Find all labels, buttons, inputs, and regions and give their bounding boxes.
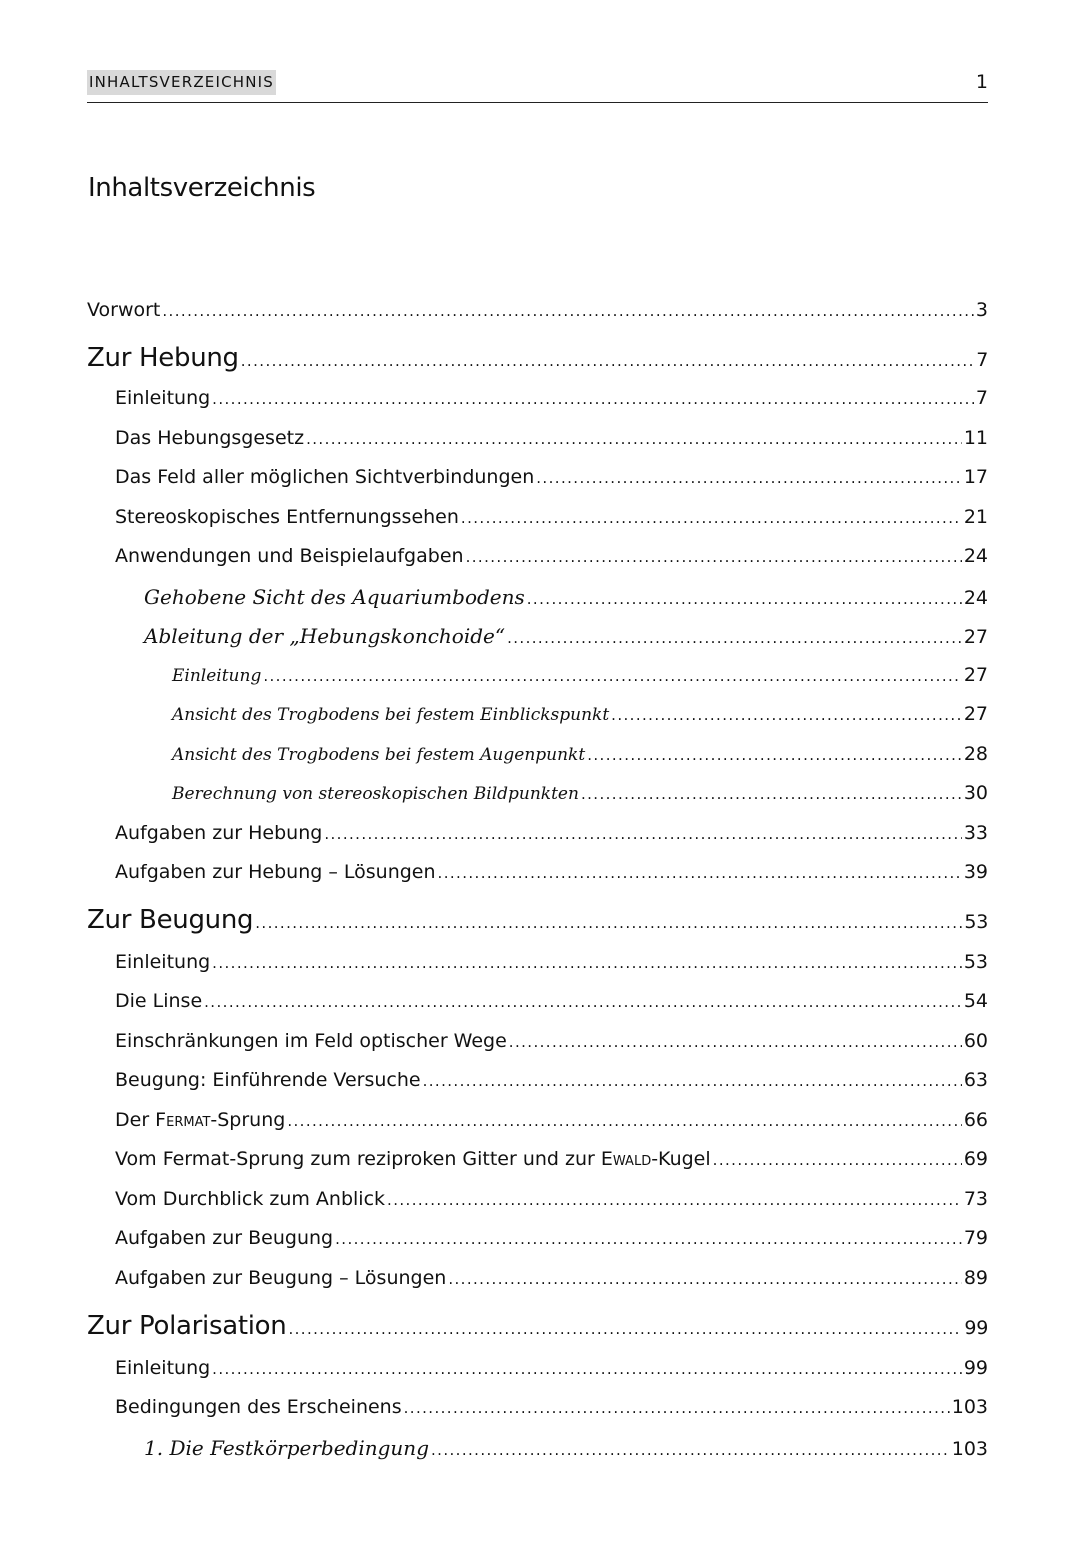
- toc-entry-title: Ansicht des Trogbodens bei festem Augenpunkt: [172, 745, 586, 765]
- toc-leader-dots: [466, 548, 962, 566]
- toc-entry[interactable]: [87, 506, 988, 528]
- toc-leader-dots: [448, 1270, 961, 1288]
- toc-leader-dots: [438, 864, 962, 882]
- toc-entry-title: Vorwort: [87, 299, 161, 321]
- toc-entry-page: 33: [963, 822, 988, 844]
- toc-leader-dots: [509, 1033, 962, 1051]
- toc-entry-title: Einleitung: [115, 387, 211, 409]
- toc-entry-title: Das Hebungsgesetz: [115, 427, 305, 449]
- toc-leader-dots: [611, 706, 962, 724]
- toc-entry-page: 89: [963, 1267, 988, 1289]
- toc-entry-page: 60: [963, 1030, 988, 1052]
- toc-entry[interactable]: [87, 782, 988, 804]
- toc-entry[interactable]: [87, 1069, 988, 1091]
- toc-leader-dots: [581, 785, 962, 803]
- toc-leader-dots: [536, 469, 962, 487]
- toc-entry-title: Aufgaben zur Beugung – Lösungen: [115, 1267, 447, 1289]
- toc-entry-title: Vom Fermat-Sprung zum reziproken Gitter und zur Ewald-Kugel: [115, 1148, 711, 1170]
- toc-leader-dots: [287, 1112, 961, 1130]
- toc-entry[interactable]: [87, 545, 988, 567]
- toc-entry-title: Einschränkungen im Feld optischer Wege: [115, 1030, 507, 1052]
- toc-entry[interactable]: [87, 387, 988, 409]
- toc-entry[interactable]: [87, 1267, 988, 1289]
- toc-entry[interactable]: [87, 905, 988, 935]
- toc-entry-title: Der Fermat-Sprung: [115, 1109, 286, 1131]
- toc-entry-title: Bedingungen des Erscheinens: [115, 1396, 402, 1418]
- toc-entry-page: 39: [963, 861, 988, 883]
- toc-entry[interactable]: [87, 951, 988, 973]
- toc-leader-dots: [587, 746, 962, 764]
- toc-entry[interactable]: [87, 1436, 988, 1460]
- toc-entry[interactable]: [87, 990, 988, 1012]
- toc-entry-page: 17: [963, 466, 988, 488]
- toc-leader-dots: [335, 1230, 962, 1248]
- toc-entry-title: Aufgaben zur Hebung – Lösungen: [115, 861, 436, 883]
- header-section-label: INHALTSVERZEICHNIS: [87, 70, 276, 95]
- toc-entry-page: 103: [951, 1438, 988, 1460]
- toc-entry-page: 99: [963, 1357, 988, 1379]
- toc-entry-title: Einleitung: [115, 1357, 211, 1379]
- toc-entry-title: Beugung: Einführende Versuche: [115, 1069, 421, 1091]
- toc-leader-dots: [241, 352, 974, 370]
- toc-entry-page: 30: [963, 782, 988, 804]
- toc-entry[interactable]: [87, 1148, 988, 1170]
- toc-leader-dots: [461, 509, 962, 527]
- toc-entry-page: 3: [975, 299, 988, 321]
- toc-entry[interactable]: [87, 427, 988, 449]
- toc-entry-page: 24: [963, 587, 988, 609]
- toc-leader-dots: [162, 302, 974, 320]
- toc-entry[interactable]: [87, 743, 988, 765]
- toc-leader-dots: [527, 590, 962, 608]
- toc-entry-title: Berechnung von stereoskopischen Bildpunkten: [172, 784, 579, 804]
- toc-entry[interactable]: [87, 1109, 988, 1131]
- header-page-number: 1: [975, 71, 988, 93]
- toc-leader-dots: [507, 629, 962, 647]
- toc-entry-page: 21: [963, 506, 988, 528]
- toc-leader-dots: [713, 1151, 962, 1169]
- toc-entry-page: 103: [951, 1396, 988, 1418]
- toc-entry[interactable]: [87, 861, 988, 883]
- toc-entry-page: 66: [963, 1109, 988, 1131]
- toc-entry[interactable]: [87, 299, 988, 321]
- toc-entry-page: 24: [963, 545, 988, 567]
- toc-entry-title: Ansicht des Trogbodens bei festem Einblickspunkt: [172, 705, 610, 725]
- toc-leader-dots: [387, 1191, 962, 1209]
- page-title: Inhaltsverzeichnis: [88, 173, 316, 203]
- toc-entry-page: 53: [963, 951, 988, 973]
- toc-entry[interactable]: [87, 624, 988, 648]
- toc-leader-dots: [431, 1441, 950, 1459]
- toc-leader-dots: [212, 1360, 962, 1378]
- toc-leader-dots: [255, 914, 962, 932]
- running-header: [87, 68, 988, 103]
- toc-leader-dots: [423, 1072, 962, 1090]
- toc-entry[interactable]: [87, 466, 988, 488]
- toc-entry-title: Einleitung: [172, 666, 262, 686]
- toc-entry[interactable]: [87, 1030, 988, 1052]
- toc-entry-title: Aufgaben zur Beugung: [115, 1227, 334, 1249]
- toc-entry-title: Einleitung: [115, 951, 211, 973]
- toc-leader-dots: [306, 430, 962, 448]
- toc-entry-page: 73: [963, 1188, 988, 1210]
- toc-entry-title: 1. Die Festkörperbedingung: [144, 1436, 429, 1460]
- toc-entry-page: 53: [964, 911, 988, 933]
- toc-entry-title: Gehobene Sicht des Aquariumbodens: [144, 585, 525, 609]
- toc-entry-title: Zur Polarisation: [87, 1311, 287, 1341]
- toc-entry[interactable]: [87, 585, 988, 609]
- toc-entry-page: 99: [964, 1317, 988, 1339]
- toc-entry[interactable]: [87, 1396, 988, 1418]
- toc-entry-title: Vom Durchblick zum Anblick: [115, 1188, 386, 1210]
- toc-entry-page: 27: [963, 703, 988, 725]
- toc-entry[interactable]: [87, 343, 988, 373]
- toc-entry-page: 27: [963, 664, 988, 686]
- toc-entry-page: 27: [963, 626, 988, 648]
- toc-entry[interactable]: [87, 822, 988, 844]
- toc-entry-page: 69: [963, 1148, 988, 1170]
- toc-entry[interactable]: [87, 664, 988, 686]
- toc-entry-title: Stereoskopisches Entfernungssehen: [115, 506, 459, 528]
- toc-entry[interactable]: [87, 703, 988, 725]
- toc-entry-title: Die Linse: [115, 990, 203, 1012]
- toc-leader-dots: [404, 1399, 950, 1417]
- toc-entry-page: 54: [963, 990, 988, 1012]
- toc-leader-dots: [324, 825, 962, 843]
- toc-entry-page: 7: [975, 387, 988, 409]
- toc-entry-title: Anwendungen und Beispielaufgaben: [115, 545, 464, 567]
- toc-entry[interactable]: [87, 1311, 988, 1341]
- toc-entry[interactable]: [87, 1227, 988, 1249]
- toc-entry-title: Aufgaben zur Hebung: [115, 822, 323, 844]
- toc-entry-title: Ableitung der „Hebungskonchoide“: [144, 624, 506, 648]
- toc-leader-dots: [204, 993, 962, 1011]
- toc-entry-page: 7: [976, 349, 988, 371]
- toc-entry-page: 28: [963, 743, 988, 765]
- toc-entry-title: Das Feld aller möglichen Sichtverbindungen: [115, 466, 535, 488]
- toc-entry-title: Zur Hebung: [87, 343, 239, 373]
- toc-entry[interactable]: [87, 1188, 988, 1210]
- toc-entry-page: 11: [963, 427, 988, 449]
- toc-entry-page: 79: [963, 1227, 988, 1249]
- toc-entry-title: Zur Beugung: [87, 905, 254, 935]
- toc-entry-page: 63: [963, 1069, 988, 1091]
- toc-entry[interactable]: [87, 1357, 988, 1379]
- toc-leader-dots: [263, 667, 961, 685]
- toc-leader-dots: [288, 1320, 962, 1338]
- toc-leader-dots: [212, 390, 974, 408]
- toc-leader-dots: [212, 954, 962, 972]
